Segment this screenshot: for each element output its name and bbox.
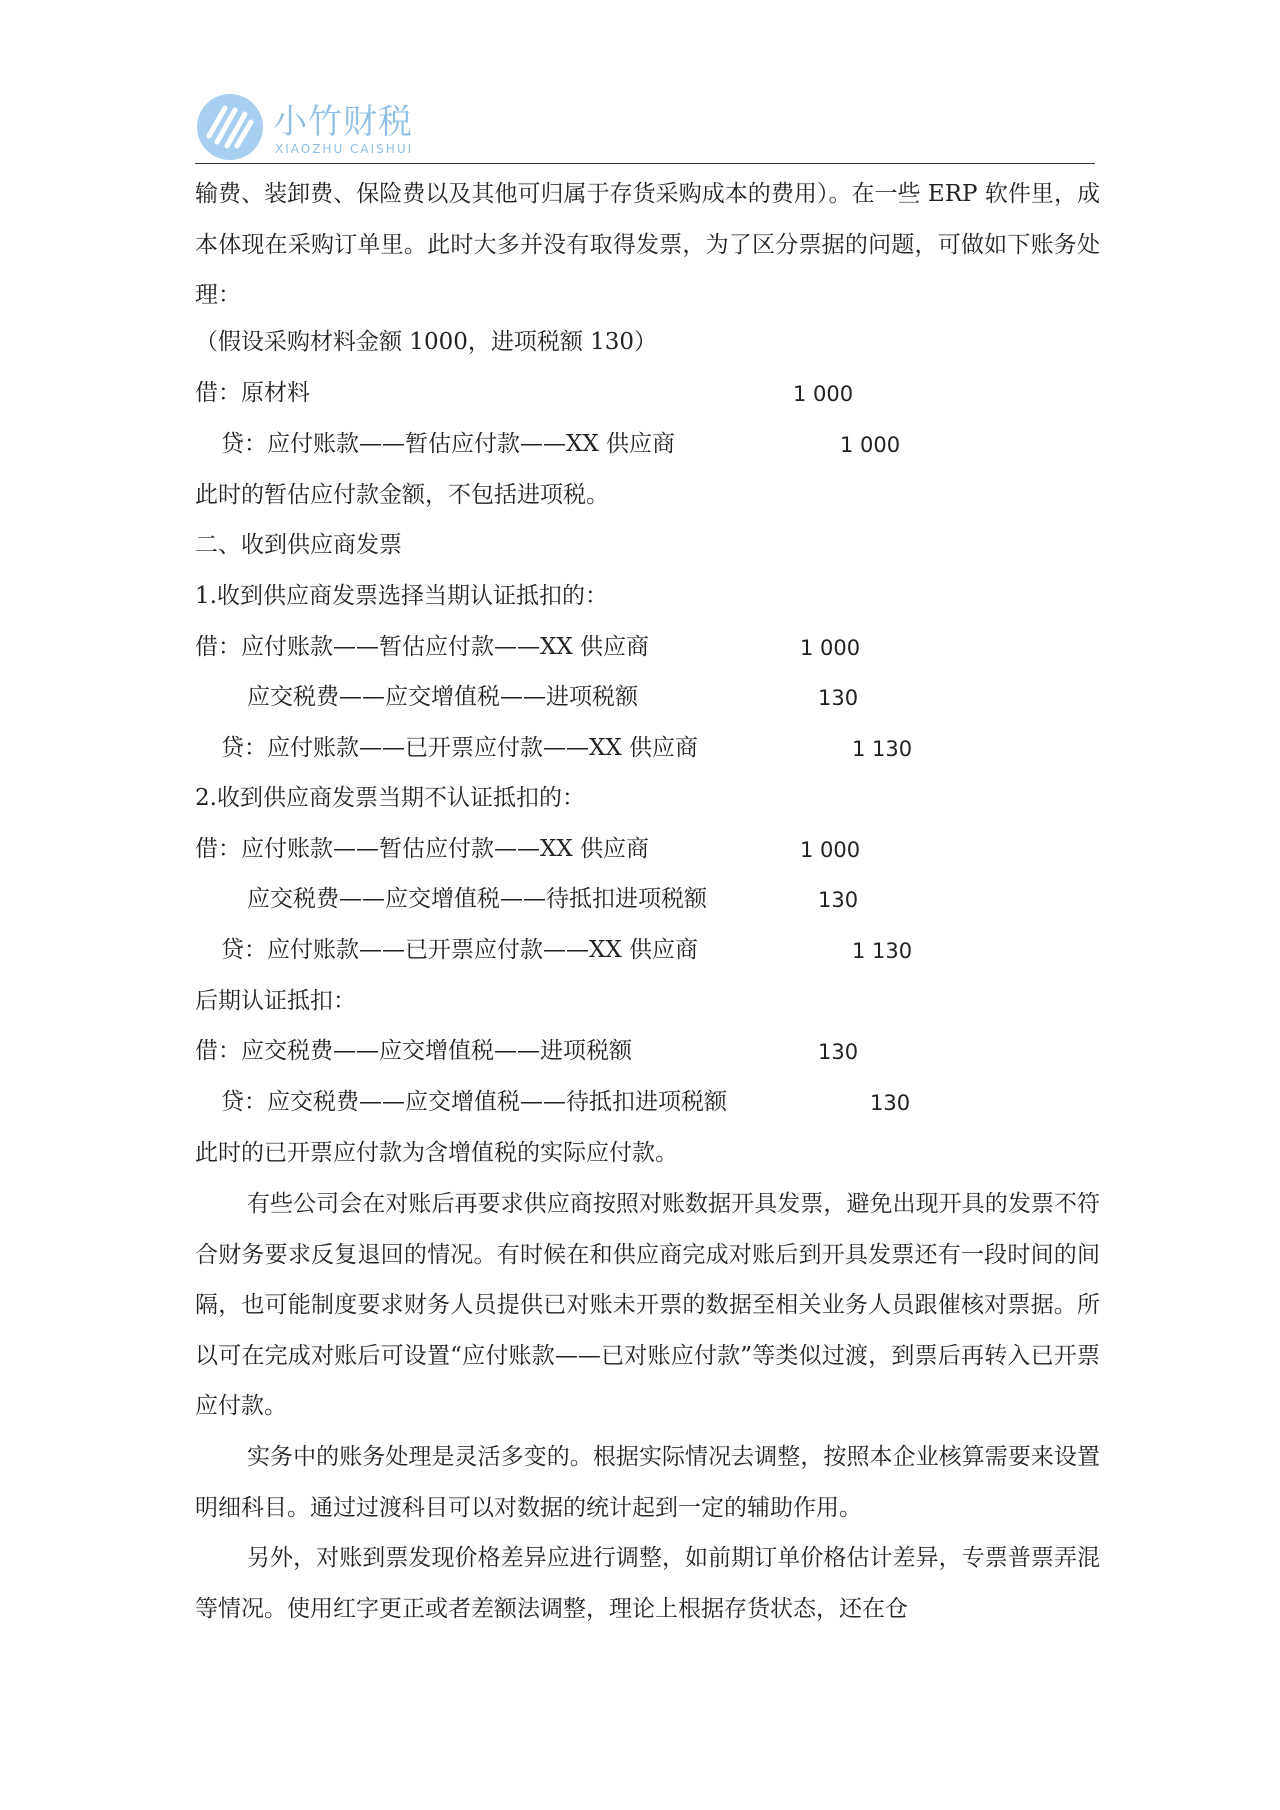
paragraph-adjustment: 另外，对账到票发现价格差异应进行调整，如前期订单价格估计差异，专票普票弄混等情况。使用红字更正或者差额法调整，理论上根据存货状态，还在仓 bbox=[195, 1545, 1100, 1622]
entry1-credit-amount: 1 000 bbox=[840, 433, 901, 457]
entry4-credit: 贷：应交税费——应交增值税——待抵扣进项税额 bbox=[221, 1089, 727, 1115]
entry3-debit-1: 借：应付账款——暂估应付款——XX 供应商 bbox=[195, 836, 650, 862]
entry1-debit-amount: 1 000 bbox=[793, 382, 854, 406]
brand-name: 小竹财税 bbox=[273, 102, 413, 142]
entry2-debit-2: 应交税费——应交增值税——进项税额 bbox=[247, 684, 638, 710]
paragraph-practice: 实务中的账务处理是灵活多变的。根据实际情况去调整，按照本企业核算需要来设置明细科目。通过过渡科目可以对数据的统计起到一定的辅助作用。 bbox=[195, 1444, 1100, 1521]
entry2-debit-2-amount: 130 bbox=[818, 686, 859, 710]
entry1-credit: 贷：应付账款——暂估应付款——XX 供应商 bbox=[221, 431, 676, 457]
note-2: 此时的已开票应付款为含增值税的实际应付款。 bbox=[195, 1140, 678, 1166]
paragraph-reconciliation: 有些公司会在对账后再要求供应商按照对账数据开具发票，避免出现开具的发票不符合财务要求反复退回的情况。有时候在和供应商完成对账后到开具发票还有一段时间的间隔，也可能制度要求财务人员提供已对账未开票的数据至相关业务人员跟催核对票据。所以可在完成对账后可设置“应付账款——已对账应付款”等类似过渡，到票后再转入已开票应付款。 bbox=[195, 1191, 1100, 1419]
entry3-debit-1-amount: 1 000 bbox=[800, 838, 861, 862]
bamboo-logo-icon bbox=[195, 92, 265, 162]
page-header bbox=[195, 88, 1095, 166]
note-1: 此时的暂估应付款金额，不包括进项税。 bbox=[195, 482, 609, 508]
entry4-debit: 借：应交税费——应交增值税——进项税额 bbox=[195, 1038, 632, 1064]
case-1-heading: 1.收到供应商发票选择当期认证抵扣的： bbox=[195, 583, 608, 609]
entry2-credit-amount: 1 130 bbox=[852, 737, 913, 761]
brand-name-en: XIAOZHU CAISHUI bbox=[275, 142, 414, 156]
later-heading: 后期认证抵扣： bbox=[195, 988, 356, 1014]
entry1-debit: 借：原材料 bbox=[195, 380, 310, 406]
entry4-credit-amount: 130 bbox=[870, 1091, 911, 1115]
intro-paragraph: 输费、装卸费、保险费以及其他可归属于存货采购成本的费用）。在一些 ERP 软件里，成本体现在采购订单里。此时大多并没有取得发票，为了区分票据的问题，可做如下账务处理： bbox=[195, 181, 1100, 308]
entry3-debit-2-amount: 130 bbox=[818, 888, 859, 912]
entry2-debit-1-amount: 1 000 bbox=[800, 636, 861, 660]
entry3-credit-amount: 1 130 bbox=[852, 939, 913, 963]
entry2-credit: 贷：应付账款——已开票应付款——XX 供应商 bbox=[221, 735, 699, 761]
entry3-debit-2: 应交税费——应交增值税——待抵扣进项税额 bbox=[247, 886, 707, 912]
case-2-heading: 2.收到供应商发票当期不认证抵扣的： bbox=[195, 785, 585, 811]
entry3-credit: 贷：应付账款——已开票应付款——XX 供应商 bbox=[221, 937, 699, 963]
section-heading-2: 二、收到供应商发票 bbox=[195, 532, 402, 558]
header-rule bbox=[195, 163, 1095, 164]
assumption-text: （假设采购材料金额 1000，进项税额 130） bbox=[195, 329, 658, 355]
entry2-debit-1: 借：应付账款——暂估应付款——XX 供应商 bbox=[195, 634, 650, 660]
entry4-debit-amount: 130 bbox=[818, 1040, 859, 1064]
